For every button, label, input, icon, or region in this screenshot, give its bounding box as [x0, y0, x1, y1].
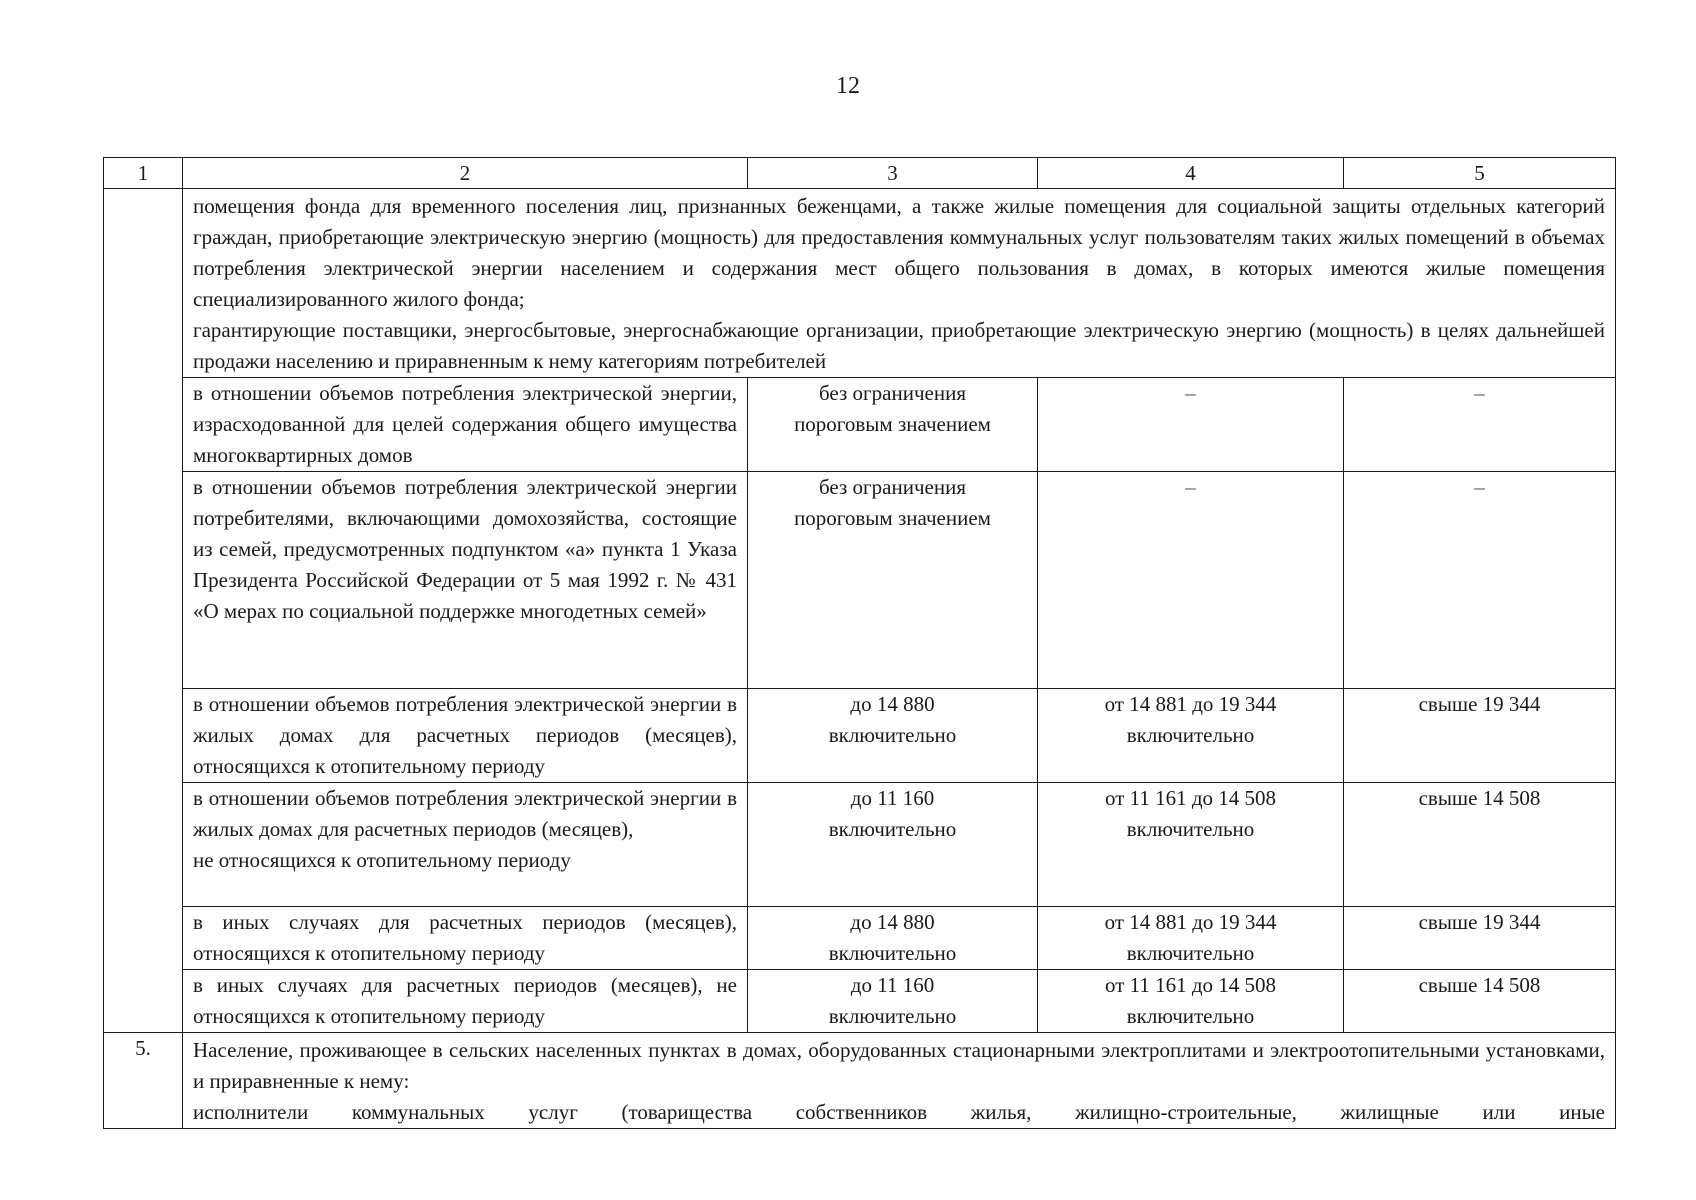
row-col4-dash: – [1038, 472, 1344, 689]
row-col3-value: до 11 160 включительно [748, 970, 1038, 1033]
page-number: 12 [836, 73, 860, 99]
row-description: в отношении объемов потребления электрической энергии в жилых домах для расчетных периодов (месяцев), не относящихся к отопительному периоду [183, 783, 748, 907]
row-col4-dash: – [1038, 378, 1344, 472]
row-col3-value: без ограничения пороговым значением [748, 378, 1038, 472]
intro-paragraph-2: гарантирующие поставщики, энергосбытовые, энергоснабжающие организации, приобретающие электрическую энергию (мощность) в целях дальнейшей продажи населению и приравненным к нему категориям потребителей [193, 318, 1605, 373]
row-col4-value: от 14 881 до 19 344 включительно [1038, 907, 1344, 970]
table-row [104, 378, 1616, 472]
row-col5-dash: – [1344, 378, 1616, 472]
row-col3-value: до 11 160 включительно [748, 783, 1038, 907]
table-header-row [104, 158, 1616, 189]
row-col5-value: свыше 19 344 [1344, 907, 1616, 970]
row-col5-value: свыше 14 508 [1344, 970, 1616, 1033]
row-description: в иных случаях для расчетных периодов (месяцев), относящихся к отопительному периоду [183, 907, 748, 970]
header-col-3: 3 [748, 158, 1038, 189]
row-col4-value: от 11 161 до 14 508 включительно [1038, 783, 1344, 907]
intro-paragraph-1: помещения фонда для временного поселения лиц, признанных беженцами, а также жилые помещения для социальной защиты отдельных категорий граждан, приобретающие электрическую энергию (мощность) для предоставления коммунальных услуг пользователям таких жилых помещений в объемах потребления электрической энергии населением и содержания мест общего пользования в домах, в которых имеются жилые помещения специализированного жилого фонда; [193, 194, 1605, 311]
row-col5-value: свыше 14 508 [1344, 783, 1616, 907]
table-row [104, 689, 1616, 783]
tariff-table [103, 157, 1616, 1129]
empty-number-cell [104, 189, 183, 1033]
row-col4-value: от 14 881 до 19 344 включительно [1038, 689, 1344, 783]
intro-row [104, 189, 1616, 378]
row-description: в иных случаях для расчетных периодов (месяцев), не относящихся к отопительному периоду [183, 970, 748, 1033]
table-row [104, 783, 1616, 907]
row-description: в отношении объемов потребления электрической энергии в жилых домах для расчетных периодов (месяцев), относящихся к отопительному периоду [183, 689, 748, 783]
row-col3-value: до 14 880 включительно [748, 907, 1038, 970]
header-col-4: 4 [1038, 158, 1344, 189]
section-5-text: Население, проживающее в сельских населенных пунктах в домах, оборудованных стационарными электроплитами и электроотопительными установками, и приравненные к нему: исполнители коммунальных услуг (товарищества собственников жилья, жилищно-строительные, жилищные или иные [183, 1033, 1616, 1129]
table-row [104, 907, 1616, 970]
header-col-5: 5 [1344, 158, 1616, 189]
row-description: в отношении объемов потребления электрической энергии, израсходованной для целей содержания общего имущества многоквартирных домов [183, 378, 748, 472]
header-col-2: 2 [183, 158, 748, 189]
header-col-1: 1 [104, 158, 183, 189]
row-col4-value: от 11 161 до 14 508 включительно [1038, 970, 1344, 1033]
row-col5-value: свыше 19 344 [1344, 689, 1616, 783]
section-5-number: 5. [104, 1033, 183, 1129]
row-description: в отношении объемов потребления электрической энергии потребителями, включающими домохозяйства, состоящие из семей, предусмотренных подпунктом «а» пункта 1 Указа Президента Российской Федерации от 5 мая 1992 г. № 431 «О мерах по социальной поддержке многодетных семей» [183, 472, 748, 689]
intro-text-cell [183, 189, 1616, 378]
row-col3-value: без ограничения пороговым значением [748, 472, 1038, 689]
table-row [104, 472, 1616, 689]
section-5-row [104, 1033, 1616, 1129]
row-col5-dash: – [1344, 472, 1616, 689]
table-row [104, 970, 1616, 1033]
row-col3-value: до 14 880 включительно [748, 689, 1038, 783]
